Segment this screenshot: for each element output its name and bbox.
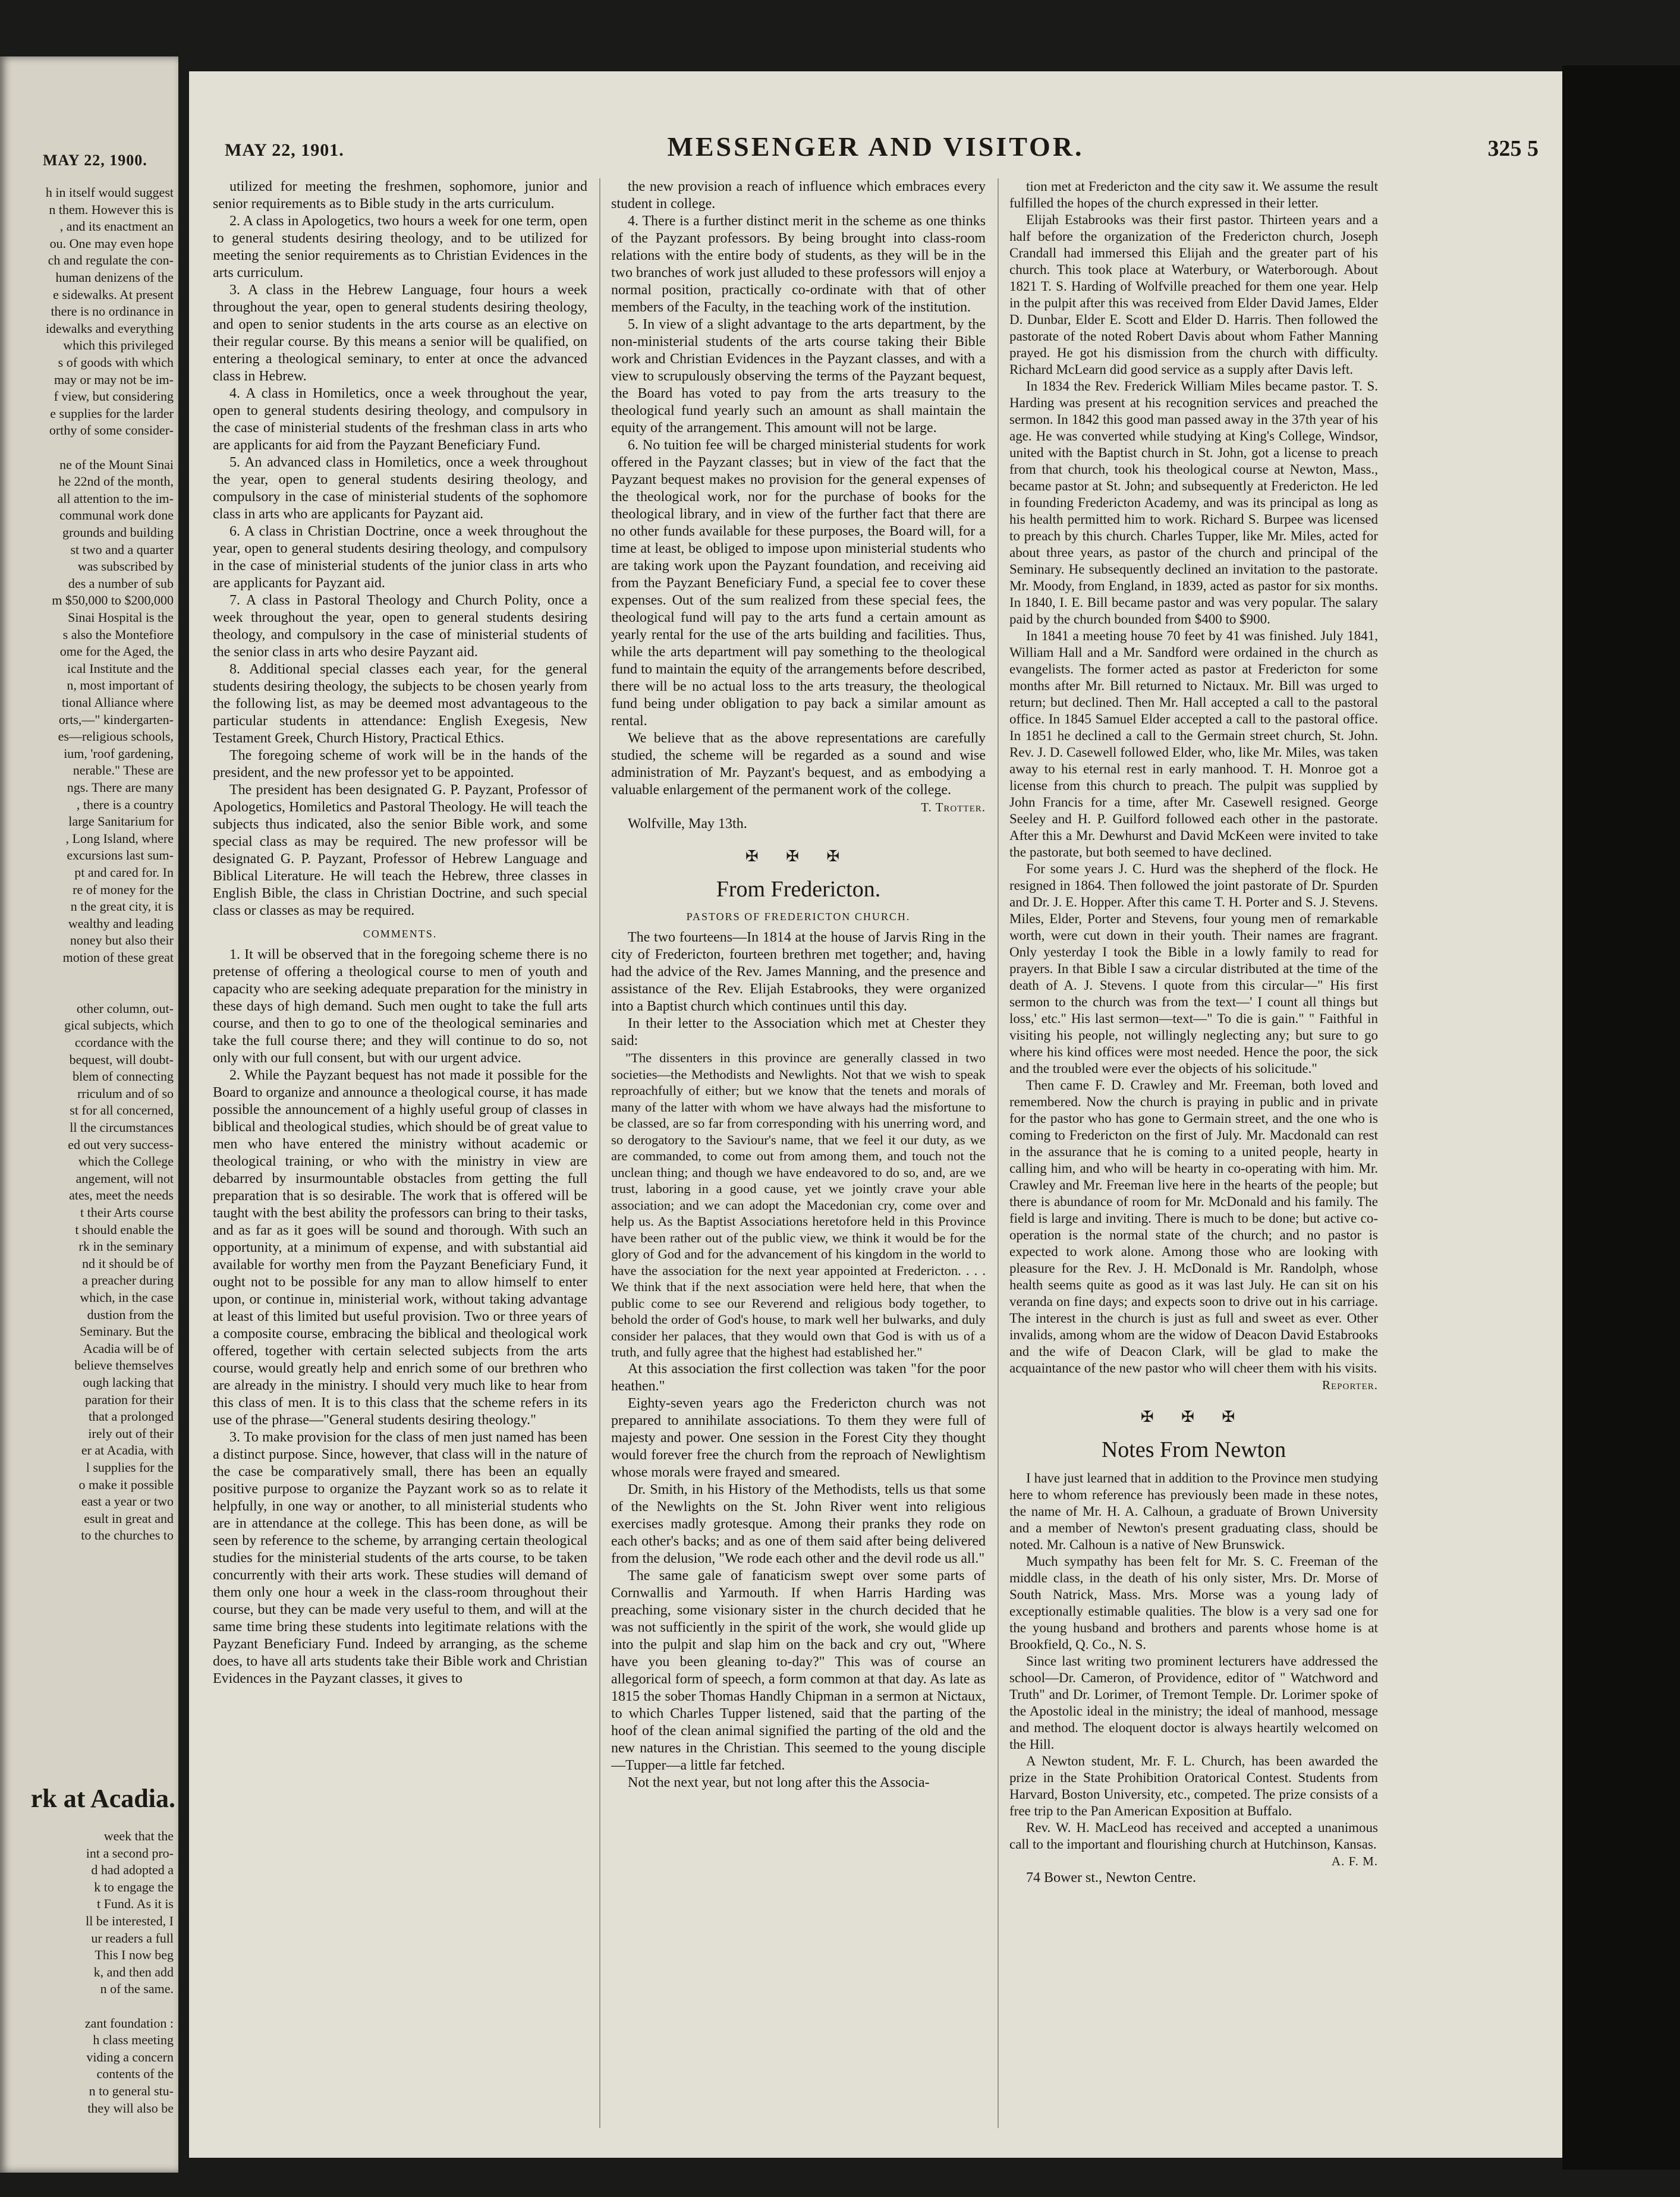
- paragraph: 5. In view of a slight advantage to the arts department, by the non-ministerial students of the arts course taking their Bible work and Christian Evidences in the Payzant classes, and with a view to scrupulously observing the terms of the Payzant bequest, the Board has voted to pay from the arts treasury to the theological fund yearly such an amount as shall maintain the equity of the arrangement. This amount will not be large.: [611, 317, 986, 436]
- fragment-line: may or may not be im-: [54, 372, 174, 387]
- fragment-line: zant foundation :: [84, 2015, 174, 2031]
- fragment-line: rk in the seminary: [78, 1239, 174, 1254]
- paragraph: At this association the first collection was taken "for the poor heathen.": [611, 1361, 986, 1394]
- fragment-line: communal work done: [59, 508, 174, 523]
- fragment-line: ough lacking that: [83, 1375, 174, 1390]
- fragment-line: ium, 'roof gardening,: [64, 745, 174, 761]
- payzant-comments-continued: [611, 178, 986, 799]
- fragment-line: rriculum and of so: [77, 1085, 174, 1101]
- fragment-line: f view, but considering: [54, 389, 174, 404]
- paragraph: In their letter to the Association which met at Chester they said:: [611, 1016, 986, 1049]
- fragment-line: gical subjects, which: [64, 1018, 174, 1033]
- fragment-line: d had adopted a: [91, 1862, 174, 1878]
- paragraph: A Newton student, Mr. F. L. Church, has been awarded the prize in the State Prohibition Oratorical Contest. Students from Harvard, Boston University, etc., competed. The prize consists of a free trip to the Pan American Exposition at Buffalo.: [1009, 1754, 1378, 1818]
- fragment-line: which, in the case: [80, 1290, 174, 1305]
- paragraph: 6. A class in Christian Doctrine, once a week throughout the year, open to general students desiring theology, and compulsory in the case of ministerial students of the junior class in arts who are applicants for Payzant aid.: [213, 524, 587, 591]
- payzant-scheme-list: [213, 178, 587, 920]
- ornament: ✠ ✠ ✠: [1140, 1408, 1247, 1425]
- paragraph: Since last writing two prominent lecturers have addressed the school—Dr. Cameron, of Providence, editor of " Watchword and Truth" and Dr. Lorimer, of Tremont Temple. Dr. Lorimer spoke of the Apostolic ideal in the ministry; the ideal of manhood, message and method. The eloquent doctor is always heartily welcomed on the Hill.: [1009, 1654, 1378, 1752]
- fragment-line: k, and then add: [93, 1964, 174, 1979]
- paragraph: The same gale of fanaticism swept over some parts of Cornwallis and Yarmouth. If when Harris Harding was preaching, some visionary sister in the church decided that he was not sufficiently in the spirit of the work, she would glide up into the pulpit and slap him on the back and cry out, "Where have you been gleaning to-day?" This was of course an allegorical form of speech, a form common at that day. As late as 1815 the sober Thomas Handly Chipman in a sermon at Nictaux, to which Charles Tupper listened, said that the parting of the hoof of the clean animal signified the parting of the old and the new natures in the Christian. This seemed to the young disciple—Tupper—a little far fetched.: [611, 1568, 986, 1773]
- fragment-line: Seminary. But the: [79, 1324, 174, 1339]
- signature-trotter: T. Trotter.: [921, 800, 986, 814]
- address-newton: 74 Bower st., Newton Centre.: [1026, 1870, 1196, 1886]
- paragraph: Eighty-seven years ago the Fredericton church was not prepared to annihilate associations. To them they were full of majesty and power. One session in the Forest City they thought would forever free the church from the reproach of Newlightism whose morals were frayed and smeared.: [611, 1395, 986, 1480]
- fragment-line: ccordance with the: [74, 1035, 174, 1050]
- fragment-line: pt and cared for. In: [74, 865, 174, 880]
- fragment-line: ical Institute and the: [67, 660, 174, 676]
- article-heading-newton: Notes From Newton: [1101, 1437, 1286, 1462]
- comments-heading: COMMENTS.: [363, 928, 438, 940]
- fragment-line: s also the Montefiore: [62, 627, 174, 642]
- fredericton-intro: [611, 929, 986, 1050]
- fragment-line: angement, will not: [75, 1170, 174, 1186]
- paragraph: In 1841 a meeting house 70 feet by 41 was finished. July 1841, William Hall and a Mr. Sandford were ordained in the church as evangelists. The former acted as pastor at Fredericton for some months after Mr. Bill returned to Nictaux. Mr. Bill was urged to return; but declined. Then Mr. Hall accepted a call to the pastoral office. In 1845 Samuel Elder accepted a call to the pastoral office. In 1851 he declined a call to the Germain street church, St. John. Rev. J. D. Casewell followed Elder, who, like Mr. Miles, was taken away to his eternal rest in early manhood. T. H. Monroe got a license from this church to preach. The pulpit was supplied by John Francis for a time, after Mr. Casewell resigned. George Seeley and H. P. Guilford followed each other in the pastorate. After this a Mr. Dewhurst and David McKeen were invited to take the pastorate, but both seemed to have declined.: [1009, 628, 1378, 860]
- fragment-line: t Fund. As it is: [97, 1896, 174, 1912]
- fredericton-body: [611, 1361, 986, 1792]
- paragraph: The president has been designated G. P. Payzant, Professor of Apologetics, Homiletics and Pastoral Theology. He will teach the subjects thus indicated, also the senior Bible work, and some special class as may be required. The new professor will be designated G. P. Payzant, Professor of Hebrew Language and Biblical Literature. He will teach the Hebrew, three classes in English Bible, the class in Christian Doctrine, and such special class or classes as may be required.: [213, 782, 587, 918]
- paragraph: 1. It will be observed that in the foregoing scheme there is no pretense of offering a theological course to men of youth and capacity who are seeking adequate preparation for the ministry in these days of high demand. Such men ought to take the full arts course, and then to go to one of the theological seminaries and take the full course there; and they will continue to do so, not only with our full consent, but with our urgent advice.: [213, 947, 587, 1066]
- fragment-line: des a number of sub: [68, 575, 174, 591]
- article-heading-fredericton: From Fredericton.: [716, 877, 881, 902]
- fragment-line: excursions last sum-: [67, 848, 174, 863]
- fragment-line: e supplies for the larder: [50, 405, 174, 421]
- fragment-line: nd it should be of: [82, 1255, 174, 1271]
- page-number: 325 5: [1487, 136, 1539, 161]
- fragment-line: ates, meet the needs: [69, 1188, 174, 1203]
- fragment-line: noney but also their: [70, 933, 174, 948]
- fragment-line: ch and regulate the con-: [48, 253, 174, 268]
- fragment-line: es—religious schools,: [58, 729, 174, 744]
- ornament: ✠ ✠ ✠: [745, 848, 852, 865]
- fragment-line: ur readers a full: [91, 1930, 174, 1946]
- fragment-line: orthy of some consider-: [49, 423, 174, 438]
- fragment-line: dustion from the: [87, 1307, 174, 1322]
- paragraph: 3. A class in the Hebrew Language, four hours a week throughout the year, open to general students desiring theology, and open to senior students in the arts course as an elective on their regular course. By this means a senior will be qualified, on entering a theological seminary, to enter at once the advanced class in Hebrew.: [213, 282, 587, 384]
- column-2: [611, 178, 986, 2134]
- fragment-line: ome for the Aged, the: [59, 644, 174, 659]
- fragment-line: viding a concern: [86, 2049, 174, 2064]
- fragment-line: h in itself would suggest: [45, 185, 174, 200]
- paragraph: Then came F. D. Crawley and Mr. Freeman, both loved and remembered. Now the church is praying in public and in private for the pastor who has gone to Germain street, and the one who is coming to Fredericton on the first of July. Mr. Macdonald can rest in the assurance that he is coming to a united people, hearty in calling him, and who will be hearty in co-operating with him. Mr. Crawley and Mr. Freeman live here in the hearts of the people; but there is abundance of room for Mr. McDonald and his family. The field is large and inviting. There is much to be done; but active co-operation is the normal state of the church; and no pastor is expected to work alone. Among those who are looking with pleasure for the Rev. J. H. McDonald is Mr. Randolph, whose health seems quite as good as it was last July. He can sit on his veranda on fine days; and expects soon to drive out in his carriage. The interest in the church is just as full and sweet as ever. Other invalids, among whom are the widow of Deacon David Estabrooks and the wife of Deacon Clark, will be glad to make the acquaintance of the new pastor who will cheer them with his visits.: [1009, 1078, 1378, 1376]
- column-rule: [599, 178, 600, 2128]
- paragraph: 4. There is a further distinct merit in the scheme as one thinks of the Payzant professors. By being brought into class-room relations with the entire body of students, as they will be in the two branches of work just alluded to these professors will enjoy a normal position, practically co-ordinate with that of other members of the Faculty, in the teaching work of the institution.: [611, 213, 986, 315]
- fragment-line: believe themselves: [74, 1358, 174, 1373]
- fragment-line: ll the circumstances: [70, 1120, 174, 1135]
- paragraph: 3. To make provision for the class of men just named has been a distinct purpose. Since, however, that class will in the nature of the case be comparatively small, there has been an equally positive purpose to organize the Payzant work so as to relate it helpfully, in one way or another, to all ministerial students who are in attendance at the college. This has been done, as will be seen by reference to the scheme, by arranging certain theological studies for the ministerial students of the arts course, to be taken concurrently with their arts work. These studies will demand of them only one hour a week in the class-room throughout their course, but they can be made very useful to them, and will at the same time bring these students into legitimate relations with the Payzant Beneficiary Fund. Indeed by arranging, as the scheme does, to have all arts students take their Bible work and Christian Evidences in the Payzant classes, it gives to: [213, 1430, 587, 1686]
- previous-page-fragment: [0, 56, 178, 2173]
- fragment-line: t their Arts course: [80, 1205, 174, 1220]
- fragment-line: motion of these great: [62, 950, 174, 965]
- fragment-line: bequest, will doubt-: [69, 1052, 174, 1067]
- fragment-line: h class meeting: [93, 2032, 174, 2048]
- paragraph: For some years J. C. Hurd was the shepherd of the flock. He resigned in 1864. Then followed the joint pastorate of Dr. Spurden and Dr. J. E. Hopper. After this came T. H. Porter and S. J. Stevens. Miles, Elder, Porter and Stevens, four young men of remarkable worth, were cut down in their youth. Their names are fragrant. Only yesterday I took the Bible in a lowly family to read for prayers. In that Bible I saw a circular distributed at the time of the death of A. J. Stevens. I quote from this circular—" His first sermon to the church was from the text—' I count all things but loss,' etc." His last sermon—text—" To die is gain." " Faithful in visiting his people, not willingly neglecting any; but sure to go where his kind offices were most needed. Hence the poor, the sick and the troubled were ever the objects of his solicitude.": [1009, 861, 1378, 1076]
- fragment-line: n them. However this is: [49, 202, 174, 217]
- article-subheading: PASTORS OF FREDERICTON CHURCH.: [686, 911, 911, 923]
- fragment-line: wealthy and leading: [68, 915, 174, 931]
- fragment-line: there is no ordinance in: [51, 304, 174, 319]
- paragraph: Elijah Estabrooks was their first pastor. Thirteen years and a half before the organization of the Fredericton church, Joseph Crandall had immersed this Elijah and the greater part of his church. This took place at Waterbury, or Waterborough. About 1821 T. S. Harding of Wolfville preached for them one year. Help in the pulpit after this was received from Elder David James, Elder D. Dunbar, Elder E. Scott and Elder D. Harris. Then followed the pastorate of the noted Robert Davis about whom Father Manning prayed. He got his dismission from the church with difficulty. Richard McLearn did good service as a supply after Davis left.: [1009, 212, 1378, 377]
- previous-page-date: MAY 22, 1900.: [43, 152, 147, 169]
- fragment-line: which this privileged: [63, 338, 174, 353]
- newspaper-page: [189, 71, 1562, 2158]
- paragraph: Dr. Smith, in his History of the Methodists, tells us that some of the Newlights on the St. John River went into religious exercises madly grotesque. Among their pranks they rode on each other's backs; and as one of them said after being delivered from the delusion, "We rode each other and the devil rode us all.": [611, 1481, 986, 1566]
- comments-list: [213, 946, 587, 1688]
- paragraph: 8. Additional special classes each year, for the general students desiring theology, the subjects to be chosen yearly from the following list, as may be deemed most advantageous to the particular students in attendance: English Exegesis, New Testament Greek, Church History, Practical Ethics.: [213, 662, 587, 746]
- newton-notes: [1009, 1470, 1378, 1853]
- paragraph: 7. A class in Pastoral Theology and Church Polity, once a week throughout the year, open to general students desiring theology, and compulsory in the case of ministerial students of the senior class in arts who desire Payzant aid.: [213, 593, 587, 660]
- paragraph: utilized for meeting the freshmen, sophomore, junior and senior requirements as to Bible study in the arts curriculum.: [213, 179, 587, 212]
- fragment-line: n the great city, it is: [70, 899, 174, 914]
- fragment-line: contents of the: [96, 2066, 174, 2082]
- paragraph: 2. A class in Apologetics, two hours a week for one term, open to general students desiring theology, and to be utilized for meeting the senior requirements as to Christian Evidences in the arts curriculum.: [213, 213, 587, 281]
- association-letter-quote: "The dissenters in this province are generally classed in two societies—the Methodists and Newlights. Not that we wish to speak reproachfully of either; but we know that the tenets and morals of many of the latter with whom we have always had the misfortune to be classed, are so far from corresponding with his unerring word, and so derogatory to the Saviour's name, that we feel it our duty, as we are commanded, to come out from among them, and touch not the unclean thing; and though we have endeavored to do so, and, are we trust, laboring in a good cause, yet we jointly crave your able association; and we can adopt the Macedonian cry, come over and help us. As the Baptist Associations heretofore held in this Province have been rather out of the public view, we think it would be for the glory of God and for the advancement of his kingdom in the world to have the association for the next year appointed at Fredericton. . . . We think that if the next association were held here, that when the public come to see our Reverend and religious body together, to behold the order of God's house, to mark well her bulwarks, and duly consider her palaces, that they would own that God is with us of a truth, and fully agree that the highest had established her.": [611, 1050, 986, 1359]
- masthead-title: MESSENGER AND VISITOR.: [667, 131, 1084, 162]
- fragment-line: m $50,000 to $200,000: [52, 593, 174, 608]
- fragment-line: ou. One may even hope: [49, 235, 174, 251]
- signature-afm: A. F. M.: [1331, 1854, 1378, 1868]
- fragment-line: they will also be: [87, 2100, 174, 2116]
- column-rule: [998, 178, 999, 2128]
- fragment-line: ngs. There are many: [67, 780, 174, 795]
- fragment-line: paration for their: [84, 1392, 174, 1407]
- fragment-line: orts,—" kindergarten-: [58, 712, 174, 727]
- fragment-line: ne of the Mount Sinai: [59, 457, 174, 472]
- fragment-line: he 22nd of the month,: [58, 474, 174, 489]
- fragment-line: all attention to the im-: [57, 490, 174, 506]
- paragraph: We believe that as the above representations are carefully studied, the scheme will be regarded as a sound and wise administration of Mr. Payzant's bequest, and as embodying a valuable enlargement of the permanent work of the college.: [611, 731, 986, 798]
- fragment-line: , Long Island, where: [65, 830, 174, 846]
- fragment-line: int a second pro-: [86, 1845, 174, 1861]
- fragment-line: re of money for the: [73, 882, 174, 897]
- masthead-date: MAY 22, 1901.: [225, 140, 344, 160]
- fragment-line: that a prolonged: [89, 1409, 174, 1424]
- column-3: [1009, 178, 1378, 2134]
- masthead: [189, 120, 1562, 168]
- fragment-line: esult in great and: [84, 1510, 174, 1526]
- fragment-line: blem of connecting: [73, 1069, 174, 1084]
- fragment-line: l supplies for the: [86, 1460, 174, 1475]
- fragment-line: was subscribed by: [77, 559, 174, 574]
- paragraph: The two fourteens—In 1814 at the house of Jarvis Ring in the city of Fredericton, fourteen brethren met together; and, having had the advice of the Rev. James Manning, and the presence and assistance of the Rev. Elijah Estabrooks, they were organized into a Baptist church which continues until this day.: [611, 930, 986, 1014]
- fragment-line: human denizens of the: [55, 270, 174, 285]
- fragment-line: e sidewalks. At present: [53, 287, 174, 302]
- paragraph: I have just learned that in addition to the Province men studying here to whom reference has previously been made in these notes, the name of Mr. H. A. Calhoun, a graduate of Brown University and a member of Newton's present graduating class, should be noted. Mr. Calhoun is a native of New Brunswick.: [1009, 1471, 1378, 1552]
- fragment-line: other column, out-: [76, 1000, 174, 1016]
- fragment-line: st two and a quarter: [70, 542, 174, 557]
- fragment-line: week that the: [103, 1828, 174, 1843]
- fragment-line: o make it possible: [78, 1477, 174, 1492]
- fragment-line: grounds and building: [62, 525, 174, 540]
- paragraph: 5. An advanced class in Homiletics, once a week throughout the year, open to general students desiring theology, and compulsory in the case of ministerial students of the sophomore class in arts who are applicants for Payzant aid.: [213, 455, 587, 522]
- fragment-line: , there is a country: [76, 797, 174, 812]
- paragraph: The foregoing scheme of work will be in the hands of the president, and the new professor yet to be appointed.: [213, 748, 587, 780]
- dateline-wolfville: Wolfville, May 13th.: [628, 816, 747, 832]
- book-edge: [1562, 65, 1680, 2170]
- fragment-line: s of goods with which: [58, 355, 174, 370]
- paragraph: Rev. W. H. MacLeod has received and accepted a unanimous call to the important and flourishing church at Hutchinson, Kansas.: [1009, 1820, 1378, 1852]
- signature-reporter: Reporter.: [1322, 1378, 1378, 1392]
- fragment-line: This I now beg: [95, 1947, 174, 1963]
- fragment-line: to the churches to: [81, 1528, 174, 1543]
- previous-page-heading: rk at Acadia.: [30, 1784, 175, 1813]
- paragraph: 6. No tuition fee will be charged ministerial students for work offered in the Payzant classes; but in view of the fact that the Payzant bequest makes no provision for the general expenses of the theological work, nor for the purchase of books for the theological library, and in view of the further fact that there are no other funds available for these purposes, the Board will, for a time at least, be obliged to impose upon ministerial students who are taking work upon the Payzant foundation, and receiving aid from the Payzant Beneficiary Fund, a special fee to cover these expenses. Out of the sum realized from these special fees, the theological fund will pay to the arts fund a certain amount as yearly rental for the use of the arts building and facilities. Thus, while the arts department will pay something to the theological fund to maintain the equity of the arrangements before described, there will be no actual loss to the arts treasury, the theological fund being under obligation to pay back a similar amount as rental.: [611, 437, 986, 729]
- fragment-line: tional Alliance where: [61, 695, 174, 710]
- fragment-line: a preacher during: [82, 1273, 174, 1288]
- fragment-line: , and its enactment an: [59, 219, 174, 234]
- fragment-line: idewalks and everything: [45, 320, 174, 336]
- fragment-line: east a year or two: [81, 1494, 174, 1509]
- fragment-line: st for all concerned,: [70, 1103, 174, 1118]
- fragment-line: Acadia will be of: [83, 1340, 174, 1356]
- fragment-line: n of the same.: [100, 1981, 174, 1997]
- fragment-line: large Sanitarium for: [68, 814, 174, 829]
- fragment-line: k to engage the: [94, 1879, 174, 1894]
- paragraph: 2. While the Payzant bequest has not made it possible for the Board to organize and announce a theological course, it has made possible the announcement of a highly useful group of classes in biblical and theological studies, which should be of great value to men who have entered the ministry without academic or theological training, or who with the ministry in view are debarred by insurmountable obstacles from getting the full preparation that is so desirable. The work that is offered will be taught with the best ability the professors can bring to their tasks, and as far as it goes will be sound and thorough. With such an opportunity, at a minimum of expense, and with substantial aid available for worthy men from the Payzant Beneficiary Fund, it ought not to be possible for any man to allow himself to enter upon, or continue in, ministerial work, without taking advantage at least of this limited but useful provision. Two or three years of a composite course, embracing the biblical and theological work offered, together with certain selected subjects from the arts course, would greatly help and enrich some of our brethren who are already in the ministry. I should very much like to hear from this class of men. It is to this class that the scheme refers in its use of the phrase—"General students desiring theology.": [213, 1068, 587, 1428]
- paragraph: Much sympathy has been felt for Mr. S. C. Freeman of the middle class, in the death of his only sister, Mrs. Dr. Morse of South Natrick, Mass. Mrs. Morse was a young lady of exceptionally estimable qualities. The blow is a very sad one for the young husband and brothers and parents whose home is at Brookfield, Q. Co., N. S.: [1009, 1554, 1378, 1652]
- column-1: [213, 178, 587, 2134]
- fragment-line: er at Acadia, with: [81, 1443, 174, 1458]
- fragment-line: n, most important of: [67, 678, 174, 693]
- fragment-line: t should enable the: [75, 1222, 174, 1237]
- fragment-line: n to general stu-: [89, 2083, 174, 2098]
- paragraph: In 1834 the Rev. Frederick William Miles became pastor. T. S. Harding was present at his recognition services and preached the sermon. In 1842 this good man passed away in the 37th year of his age. He was converted while studying at King's College, Windsor, united with the Baptist church in St. John, got a license to preach from that church, took his theological course at Newton, Mass., became pastor at St. John; and subsequently at Fredericton. He led in founding Fredericton Academy, and was its principal as long as his health permitted him to work. Richard S. Burpee was licensed to preach by this church. Charles Tupper, like Mr. Miles, acted for about three years, as pastor of the church and principal of the Seminary. He subsequently declined an invitation to the pastorate. Mr. Moody, from England, in 1839, acted as pastor for six months. In 1840, I. E. Bill became pastor and was very popular. The salary paid by the church bounded from $400 to $900.: [1009, 379, 1378, 627]
- fragment-line: ll be interested, I: [86, 1913, 174, 1928]
- paragraph: tion met at Fredericton and the city saw it. We assume the result fulfilled the hopes of the church expressed in their letter.: [1009, 179, 1378, 210]
- fragment-line: irely out of their: [88, 1425, 174, 1441]
- fredericton-pastors: [1009, 178, 1378, 1377]
- fragment-line: nerable." These are: [73, 763, 174, 778]
- fragment-line: which the College: [78, 1154, 174, 1169]
- fragment-line: Sinai Hospital is the: [68, 610, 174, 625]
- paragraph: the new provision a reach of influence which embraces every student in college.: [611, 179, 986, 212]
- paragraph: Not the next year, but not long after this the Associa-: [628, 1774, 930, 1790]
- paragraph: 4. A class in Homiletics, once a week throughout the year, open to general students desiring theology, and compulsory in the case of ministerial students of the freshman class in arts who are applicants for aid from the Payzant Beneficiary Fund.: [213, 386, 587, 453]
- fragment-line: ed out very success-: [68, 1137, 174, 1152]
